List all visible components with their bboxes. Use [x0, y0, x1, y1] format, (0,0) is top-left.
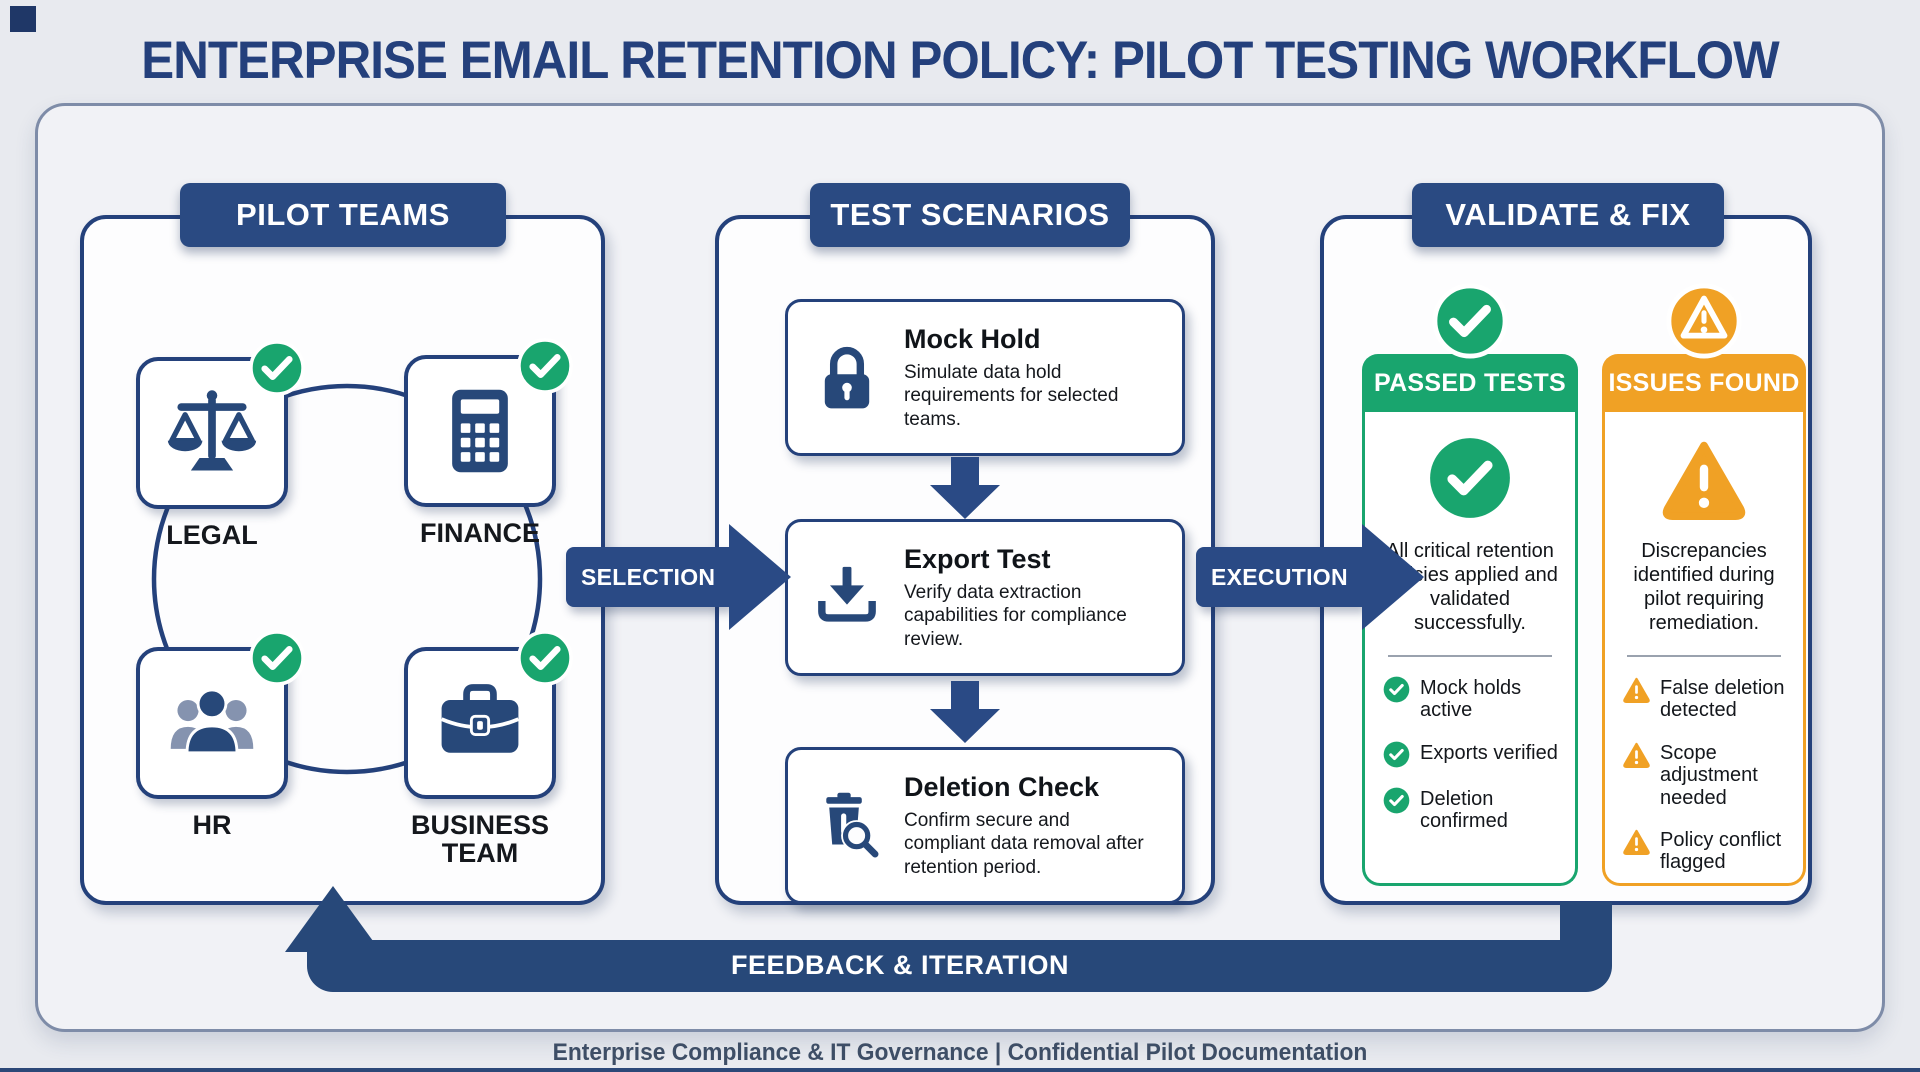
scenario-title: Export Test [904, 544, 1051, 575]
scenario-card-deletion-check [785, 747, 1185, 904]
list-item [1623, 677, 1795, 722]
check-circle-icon [1383, 787, 1410, 814]
team-label-hr: HR [192, 810, 232, 840]
list-item-label: Policy conflict flagged [1660, 828, 1782, 874]
list-item [1383, 788, 1567, 833]
list-item-label: False deletion detected [1660, 677, 1785, 722]
team-card-business [404, 647, 556, 799]
briefcase-icon [432, 675, 528, 771]
scenario-text [904, 772, 1154, 879]
tab-pilot-teams [180, 183, 506, 247]
warning-triangle-icon [1623, 828, 1650, 855]
list-item [1383, 677, 1567, 722]
check-badge-icon [248, 629, 306, 687]
issues-found-list [1605, 677, 1803, 874]
passed-tests-header: PASSED TESTS [1362, 354, 1578, 412]
scenario-description: Verify data extraction capabilities for compliance review. [904, 582, 1127, 650]
down-arrow-icon [920, 457, 1010, 519]
warning-triangle-icon [1662, 436, 1746, 520]
passed-tests-body [1362, 412, 1578, 886]
footer-text: Enterprise Compliance & IT Governance | Confidential Pilot Documentation [552, 1039, 1368, 1066]
tab-test-scenarios-label: TEST SCENARIOS [830, 197, 1110, 232]
people-icon [164, 675, 260, 771]
check-circle-icon [1431, 282, 1509, 360]
teams-connector-circle [84, 219, 609, 909]
issues-found-header: ISSUES FOUND [1602, 354, 1806, 412]
list-item-label: Scope adjustment needed [1660, 741, 1758, 809]
list-item [1623, 742, 1795, 809]
list-item-label: Mock holds active [1420, 677, 1522, 722]
list-item [1383, 742, 1567, 768]
execution-arrow-label: EXECUTION [1196, 547, 1363, 607]
scenario-description: Confirm secure and compliant data removal after retention period. [904, 810, 1144, 878]
team-label-finance: FINANCE [420, 518, 540, 548]
tab-validate-fix [1412, 183, 1724, 247]
corner-decoration [10, 6, 36, 32]
warning-circle-icon [1665, 282, 1743, 360]
check-badge-icon [248, 339, 306, 397]
team-card-hr [136, 647, 288, 799]
execution-arrowhead-icon [1362, 524, 1424, 630]
pilot-teams-panel [80, 215, 605, 905]
scenario-text [904, 544, 1154, 651]
issues-found-body [1602, 412, 1806, 886]
trash-search-icon [810, 789, 884, 863]
scenario-card-export-test [785, 519, 1185, 676]
scenario-title: Mock Hold [904, 324, 1041, 355]
tab-test-scenarios [810, 183, 1130, 247]
check-badge-icon [516, 337, 574, 395]
passed-tests-list [1365, 677, 1575, 833]
bottom-border-line [0, 1068, 1920, 1072]
check-circle-icon [1383, 676, 1410, 703]
issues-found-summary: Discrepancies identified during pilot requiring remediation. [1633, 540, 1775, 634]
scenario-text [904, 324, 1154, 431]
team-label-legal: LEGAL [166, 520, 258, 550]
list-item-label: Deletion confirmed [1420, 787, 1508, 833]
scales-icon [164, 385, 260, 481]
issues-found-column [1602, 354, 1806, 886]
selection-arrow [566, 524, 791, 630]
scenario-description: Simulate data hold requirements for selected teams. [904, 362, 1119, 430]
team-card-legal [136, 357, 288, 509]
check-badge-icon [516, 629, 574, 687]
team-card-finance [404, 355, 556, 507]
divider [1388, 655, 1552, 657]
divider [1627, 655, 1781, 657]
scenario-card-mock-hold [785, 299, 1185, 456]
scenario-title: Deletion Check [904, 772, 1100, 803]
execution-arrow [1196, 524, 1424, 630]
page-title: ENTERPRISE EMAIL RETENTION POLICY: PILOT TESTING WORKFLOW [141, 31, 1779, 90]
lock-icon [810, 341, 884, 415]
passed-tests-summary: All critical retention policies applied and validated successfully. [1382, 540, 1558, 634]
check-circle-icon [1383, 741, 1410, 768]
selection-arrowhead-icon [729, 524, 791, 630]
check-circle-icon [1428, 436, 1512, 520]
list-item [1623, 829, 1795, 874]
warning-triangle-icon [1623, 741, 1650, 768]
list-item-label: Exports verified [1420, 741, 1558, 764]
warning-triangle-icon [1623, 676, 1650, 703]
calculator-icon [432, 383, 528, 479]
tab-pilot-teams-label: PILOT TEAMS [236, 197, 450, 232]
selection-arrow-label: SELECTION [566, 547, 730, 607]
team-label-business: BUSINESS TEAM [410, 810, 550, 869]
down-arrow-icon [920, 681, 1010, 743]
download-icon [810, 561, 884, 635]
feedback-arrow-label: FEEDBACK & ITERATION [731, 950, 1069, 980]
tab-validate-fix-label: VALIDATE & FIX [1445, 197, 1691, 232]
